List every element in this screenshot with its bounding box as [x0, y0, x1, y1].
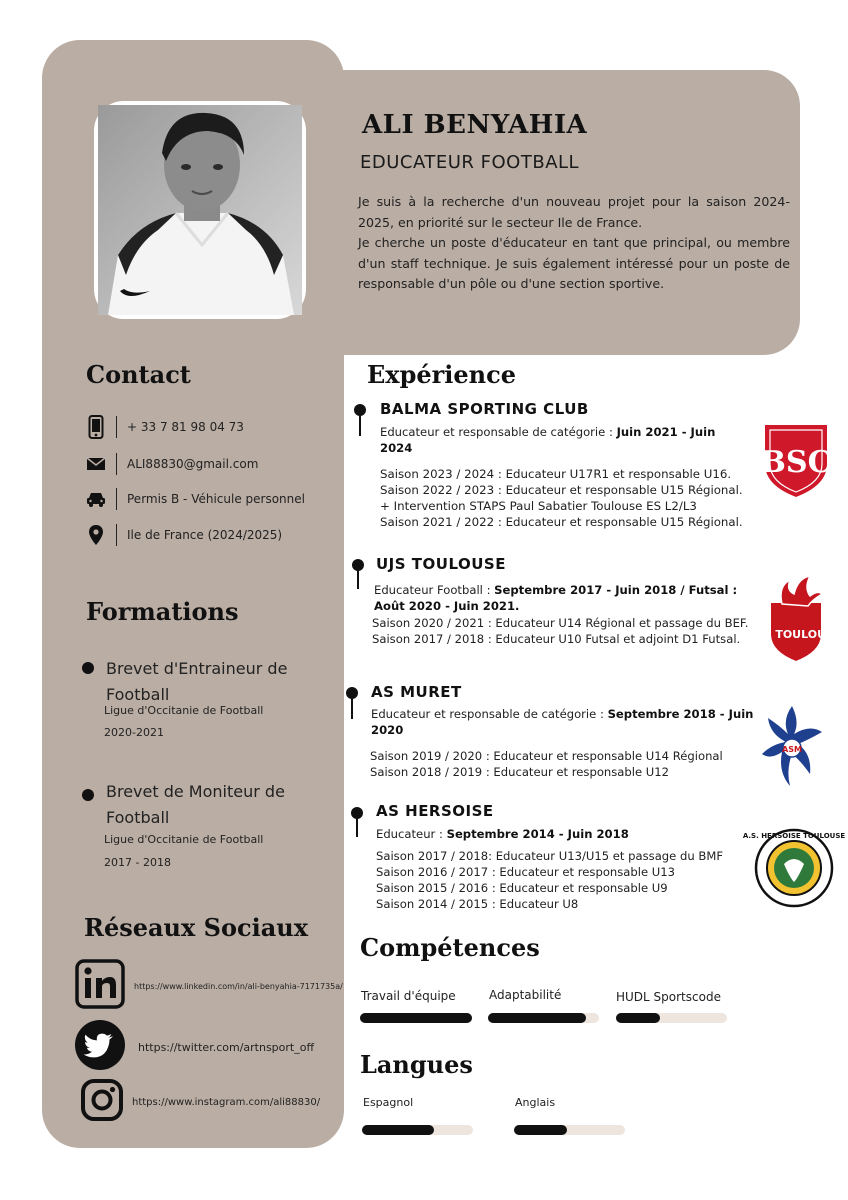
- formation-years: 2017 - 2018: [104, 856, 171, 869]
- logo-label: UJS TOULOUSE: [750, 628, 842, 641]
- formation-years: 2020-2021: [104, 726, 164, 739]
- social-twitter: [74, 1019, 314, 1075]
- driving-license: Permis B - Véhicule personnel: [127, 492, 305, 506]
- role-text: Educateur :: [376, 827, 447, 841]
- role-period: Juin 2021 - Juin 2024: [380, 425, 716, 455]
- club-name: AS HERSOISE: [376, 802, 494, 820]
- ujs-toulouse-crest-icon: [750, 574, 842, 668]
- skill-bar-track: [488, 1013, 599, 1023]
- club-name: UJS TOULOUSE: [376, 555, 506, 573]
- phone-icon: [86, 415, 106, 439]
- season-line: Saison 2017 / 2018: Educateur U13/U15 et passage du BMF: [376, 849, 723, 863]
- social-instagram: [74, 1078, 320, 1126]
- language-bar-track: [362, 1125, 473, 1135]
- phone-number[interactable]: + 33 7 81 98 04 73: [127, 420, 244, 434]
- twitter-url[interactable]: https://twitter.com/artnsport_off: [138, 1040, 315, 1054]
- location-pin-icon: [86, 523, 106, 547]
- club-name: AS MURET: [371, 683, 462, 701]
- contact-divider: [116, 453, 117, 475]
- email-address[interactable]: ALI88830@gmail.com: [127, 457, 259, 471]
- contact-title: Contact: [86, 360, 191, 389]
- logo-label: ASM: [782, 745, 802, 754]
- contact-divider: [116, 488, 117, 510]
- as-muret-crest-icon: [760, 704, 824, 792]
- bullet-dot: [82, 662, 94, 674]
- season-line: Saison 2020 / 2021 : Educateur U14 Régional et passage du BEF.: [372, 616, 749, 630]
- formation-title: Brevet d'Entraineur de Football: [106, 659, 288, 704]
- twitter-icon[interactable]: [74, 1019, 126, 1075]
- timeline-line: [357, 569, 359, 589]
- logo-label: A.S. HERSOISE TOULOUSE: [742, 832, 846, 840]
- role-text: Educateur et responsable de catégorie :: [380, 425, 617, 439]
- language-label: Espagnol: [363, 1096, 414, 1109]
- linkedin-icon[interactable]: [74, 958, 126, 1014]
- skill-bar-fill: [360, 1013, 472, 1023]
- season-line: Saison 2015 / 2016 : Educateur et responsable U9: [376, 881, 668, 895]
- role-line: [371, 706, 761, 738]
- contact-license: [86, 485, 336, 513]
- skill-bar-track: [360, 1013, 472, 1023]
- club-name: BALMA SPORTING CLUB: [380, 400, 589, 418]
- role-line: [380, 424, 740, 456]
- candidate-name: ALI BENYAHIA: [362, 110, 588, 140]
- social-linkedin: [74, 958, 343, 1014]
- timeline-line: [359, 414, 361, 436]
- role-line: [374, 582, 746, 614]
- season-list: [376, 848, 756, 912]
- experience-title: Expérience: [367, 360, 517, 389]
- season-list: [372, 615, 772, 647]
- season-line: Saison 2017 / 2018 : Educateur U10 Futsal et adjoint D1 Futsal.: [372, 632, 741, 646]
- formation-title: Brevet de Moniteur de Football: [106, 782, 285, 827]
- season-line: Saison 2019 / 2020 : Educateur et responsable U14 Régional: [370, 749, 723, 763]
- season-line: Saison 2021 / 2022 : Educateur et responsable U15 Régional.: [380, 515, 743, 529]
- profile-photo: [94, 101, 306, 319]
- role-text: Educateur et responsable de catégorie :: [371, 707, 608, 721]
- formation-org: Ligue d'Occitanie de Football: [104, 704, 264, 717]
- timeline-line: [351, 697, 353, 719]
- language-bar-fill: [514, 1125, 567, 1135]
- bullet-dot: [82, 789, 94, 801]
- instagram-url[interactable]: https://www.instagram.com/ali88830/: [132, 1096, 321, 1108]
- logo-label: BSC: [760, 445, 832, 480]
- timeline-line: [356, 817, 358, 837]
- language-label: Anglais: [515, 1096, 556, 1109]
- mail-icon: [86, 452, 106, 476]
- season-line: Saison 2023 / 2024 : Educateur U17R1 et responsable U16.: [380, 467, 732, 481]
- skill-bar-fill: [616, 1013, 660, 1023]
- season-list: [380, 466, 760, 530]
- skill-bar-fill: [488, 1013, 586, 1023]
- language-bar-fill: [362, 1125, 434, 1135]
- language-bar-track: [514, 1125, 625, 1135]
- role-line: [376, 826, 736, 842]
- role-period: Septembre 2017 - Juin 2018 / Futsal : Août 2020 - Juin 2021.: [374, 583, 738, 613]
- contact-location: [86, 521, 336, 549]
- role-text: Educateur Football :: [374, 583, 495, 597]
- social-title: Réseaux Sociaux: [84, 913, 309, 942]
- skill-bar-track: [616, 1013, 727, 1023]
- bio-paragraph: Je cherche un poste d'éducateur en tant que principal, ou membre d'un staff technique. Je suis également intéressé pour un poste de responsable d'un pôle ou d'une section sportive.: [358, 235, 790, 291]
- season-line: Saison 2014 / 2015 : Educateur U8: [376, 897, 579, 911]
- formation-org: Ligue d'Occitanie de Football: [104, 833, 264, 846]
- balma-club-crest-icon: [760, 420, 832, 504]
- skill-label: Adaptabilité: [489, 988, 562, 1002]
- season-line: Saison 2022 / 2023 : Educateur et responsable U15 Régional.: [380, 483, 743, 497]
- candidate-bio: [358, 192, 790, 295]
- season-line: Saison 2018 / 2019 : Educateur et responsable U12: [370, 765, 670, 779]
- contact-divider: [116, 524, 117, 546]
- season-line: + Intervention STAPS Paul Sabatier Toulouse ES L2/L3: [380, 499, 697, 513]
- linkedin-url[interactable]: https://www.linkedin.com/in/ali-benyahia-7171735a/: [134, 981, 343, 991]
- skill-label: Travail d'équipe: [361, 989, 456, 1003]
- season-list: [370, 748, 770, 780]
- season-line: Saison 2016 / 2017 : Educateur et responsable U13: [376, 865, 676, 879]
- skills-title: Compétences: [360, 933, 540, 962]
- candidate-role: EDUCATEUR FOOTBALL: [360, 152, 580, 173]
- contact-phone: [86, 413, 336, 441]
- role-period: Septembre 2018 - Juin 2020: [371, 707, 754, 737]
- instagram-icon[interactable]: [80, 1078, 124, 1126]
- contact-email: [86, 450, 336, 478]
- profile-photo-image: [98, 105, 302, 315]
- languages-title: Langues: [360, 1050, 473, 1079]
- formations-title: Formations: [86, 597, 239, 626]
- bio-paragraph: Je suis à la recherche d'un nouveau projet pour la saison 2024-2025, en priorité sur le secteur Ile de France.: [358, 194, 790, 230]
- skill-label: HUDL Sportscode: [616, 990, 721, 1004]
- as-hersoise-crest-icon: [742, 828, 846, 912]
- role-period: Septembre 2014 - Juin 2018: [446, 827, 629, 841]
- location-text: Ile de France (2024/2025): [127, 528, 283, 542]
- contact-divider: [116, 416, 117, 438]
- car-icon: [86, 487, 106, 511]
